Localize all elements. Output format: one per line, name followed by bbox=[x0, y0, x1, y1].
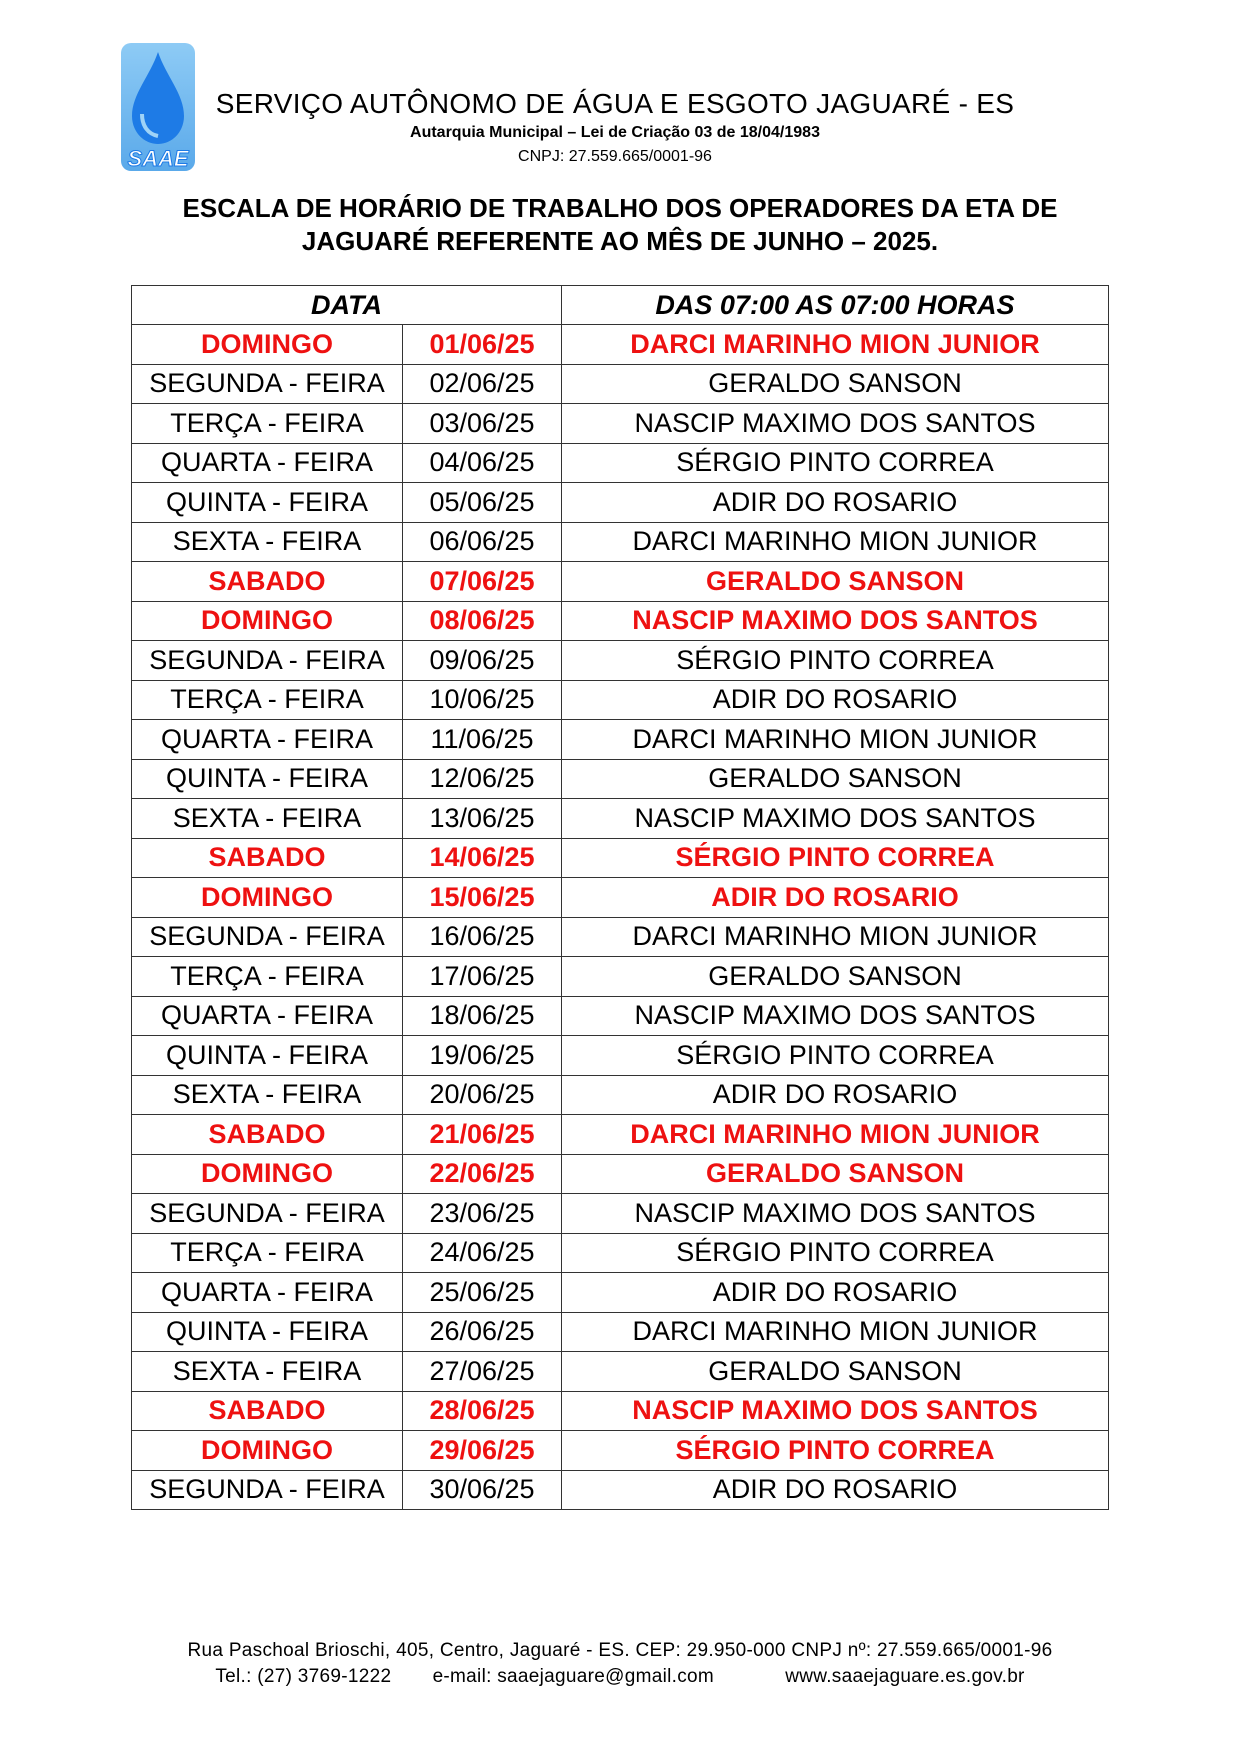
row-operator: DARCI MARINHO MION JUNIOR bbox=[562, 1312, 1109, 1352]
row-day: DOMINGO bbox=[132, 1154, 403, 1194]
table-row bbox=[132, 957, 1109, 997]
table-row bbox=[132, 996, 1109, 1036]
row-operator: DARCI MARINHO MION JUNIOR bbox=[562, 720, 1109, 760]
table-row bbox=[132, 1036, 1109, 1076]
table-row bbox=[132, 917, 1109, 957]
row-date: 28/06/25 bbox=[403, 1391, 562, 1431]
row-operator: ADIR DO ROSARIO bbox=[562, 1075, 1109, 1115]
row-operator: ADIR DO ROSARIO bbox=[562, 1470, 1109, 1510]
row-day: SEGUNDA - FEIRA bbox=[132, 1194, 403, 1234]
row-operator: GERALDO SANSON bbox=[562, 1352, 1109, 1392]
row-operator: SÉRGIO PINTO CORREA bbox=[562, 443, 1109, 483]
row-operator: DARCI MARINHO MION JUNIOR bbox=[562, 1115, 1109, 1155]
table-row bbox=[132, 838, 1109, 878]
table-row bbox=[132, 325, 1109, 365]
svg-text:SAAE: SAAE bbox=[127, 146, 189, 171]
document-title bbox=[120, 192, 1120, 258]
row-day: TERÇA - FEIRA bbox=[132, 957, 403, 997]
row-day: QUARTA - FEIRA bbox=[132, 1273, 403, 1313]
row-date: 20/06/25 bbox=[403, 1075, 562, 1115]
row-operator: ADIR DO ROSARIO bbox=[562, 680, 1109, 720]
table-row bbox=[132, 443, 1109, 483]
row-day: SEGUNDA - FEIRA bbox=[132, 364, 403, 404]
row-date: 03/06/25 bbox=[403, 404, 562, 444]
row-day: SEGUNDA - FEIRA bbox=[132, 1470, 403, 1510]
table-row bbox=[132, 1431, 1109, 1471]
table-row bbox=[132, 1470, 1109, 1510]
row-operator: GERALDO SANSON bbox=[562, 759, 1109, 799]
row-day: QUARTA - FEIRA bbox=[132, 996, 403, 1036]
row-day: DOMINGO bbox=[132, 601, 403, 641]
table-header-row bbox=[132, 286, 1109, 325]
row-day: QUARTA - FEIRA bbox=[132, 443, 403, 483]
row-operator: SÉRGIO PINTO CORREA bbox=[562, 838, 1109, 878]
row-date: 06/06/25 bbox=[403, 522, 562, 562]
row-day: DOMINGO bbox=[132, 325, 403, 365]
row-operator: ADIR DO ROSARIO bbox=[562, 1273, 1109, 1313]
table-row bbox=[132, 1115, 1109, 1155]
schedule-table bbox=[131, 285, 1109, 1510]
table-row bbox=[132, 1194, 1109, 1234]
row-date: 23/06/25 bbox=[403, 1194, 562, 1234]
row-operator: DARCI MARINHO MION JUNIOR bbox=[562, 325, 1109, 365]
row-operator: SÉRGIO PINTO CORREA bbox=[562, 1036, 1109, 1076]
row-date: 17/06/25 bbox=[403, 957, 562, 997]
table-row bbox=[132, 1154, 1109, 1194]
row-date: 24/06/25 bbox=[403, 1233, 562, 1273]
row-day: SEXTA - FEIRA bbox=[132, 522, 403, 562]
footer-address: Rua Paschoal Brioschi, 405, Centro, Jaguaré - ES. CEP: 29.950-000 CNPJ nº: 27.559.665/0001-96 bbox=[187, 1640, 1053, 1661]
row-date: 14/06/25 bbox=[403, 838, 562, 878]
row-operator: NASCIP MAXIMO DOS SANTOS bbox=[562, 601, 1109, 641]
row-operator: GERALDO SANSON bbox=[562, 562, 1109, 602]
footer-contacts bbox=[120, 1666, 1120, 1688]
table-row bbox=[132, 562, 1109, 602]
row-day: SEXTA - FEIRA bbox=[132, 799, 403, 839]
row-date: 10/06/25 bbox=[403, 680, 562, 720]
row-operator: NASCIP MAXIMO DOS SANTOS bbox=[562, 1194, 1109, 1234]
row-date: 27/06/25 bbox=[403, 1352, 562, 1392]
row-date: 04/06/25 bbox=[403, 443, 562, 483]
title-line-2: JAGUARÉ REFERENTE AO MÊS DE JUNHO – 2025. bbox=[301, 226, 939, 256]
row-day: QUINTA - FEIRA bbox=[132, 759, 403, 799]
row-operator: SÉRGIO PINTO CORREA bbox=[562, 1431, 1109, 1471]
row-operator: GERALDO SANSON bbox=[562, 957, 1109, 997]
table-row bbox=[132, 483, 1109, 523]
row-date: 11/06/25 bbox=[403, 720, 562, 760]
table-row bbox=[132, 759, 1109, 799]
row-date: 25/06/25 bbox=[403, 1273, 562, 1313]
row-date: 05/06/25 bbox=[403, 483, 562, 523]
table-row bbox=[132, 799, 1109, 839]
row-day: SABADO bbox=[132, 562, 403, 602]
footer-email: e-mail: saaejaguare@gmail.com bbox=[432, 1666, 714, 1687]
row-operator: NASCIP MAXIMO DOS SANTOS bbox=[562, 799, 1109, 839]
row-date: 15/06/25 bbox=[403, 878, 562, 918]
org-cnpj: CNPJ: 27.559.665/0001-96 bbox=[518, 148, 712, 165]
row-day: TERÇA - FEIRA bbox=[132, 404, 403, 444]
row-day: SABADO bbox=[132, 838, 403, 878]
saae-logo bbox=[120, 42, 196, 172]
row-date: 21/06/25 bbox=[403, 1115, 562, 1155]
row-operator: GERALDO SANSON bbox=[562, 1154, 1109, 1194]
row-operator: DARCI MARINHO MION JUNIOR bbox=[562, 522, 1109, 562]
row-date: 02/06/25 bbox=[403, 364, 562, 404]
row-date: 29/06/25 bbox=[403, 1431, 562, 1471]
row-day: TERÇA - FEIRA bbox=[132, 680, 403, 720]
footer-website: www.saaejaguare.es.gov.br bbox=[785, 1666, 1025, 1687]
org-subtitle: Autarquia Municipal – Lei de Criação 03 de 18/04/1983 bbox=[410, 124, 820, 141]
table-row bbox=[132, 641, 1109, 681]
table-row bbox=[132, 522, 1109, 562]
header-horas: DAS 07:00 AS 07:00 HORAS bbox=[562, 286, 1109, 325]
table-row bbox=[132, 1075, 1109, 1115]
row-operator: NASCIP MAXIMO DOS SANTOS bbox=[562, 1391, 1109, 1431]
row-day: SEXTA - FEIRA bbox=[132, 1075, 403, 1115]
table-row bbox=[132, 364, 1109, 404]
table-row bbox=[132, 1233, 1109, 1273]
row-day: SEXTA - FEIRA bbox=[132, 1352, 403, 1392]
row-day: QUINTA - FEIRA bbox=[132, 1036, 403, 1076]
row-operator: ADIR DO ROSARIO bbox=[562, 483, 1109, 523]
table-row bbox=[132, 404, 1109, 444]
row-operator: NASCIP MAXIMO DOS SANTOS bbox=[562, 404, 1109, 444]
row-day: SABADO bbox=[132, 1115, 403, 1155]
row-date: 07/06/25 bbox=[403, 562, 562, 602]
row-day: SABADO bbox=[132, 1391, 403, 1431]
row-date: 08/06/25 bbox=[403, 601, 562, 641]
row-day: QUARTA - FEIRA bbox=[132, 720, 403, 760]
table-row bbox=[132, 1273, 1109, 1313]
row-date: 09/06/25 bbox=[403, 641, 562, 681]
row-operator: GERALDO SANSON bbox=[562, 364, 1109, 404]
table-row bbox=[132, 1352, 1109, 1392]
row-date: 26/06/25 bbox=[403, 1312, 562, 1352]
row-operator: SÉRGIO PINTO CORREA bbox=[562, 641, 1109, 681]
title-line-1: ESCALA DE HORÁRIO DE TRABALHO DOS OPERADORES DA ETA DE bbox=[182, 193, 1058, 223]
row-date: 16/06/25 bbox=[403, 917, 562, 957]
org-name: SERVIÇO AUTÔNOMO DE ÁGUA E ESGOTO JAGUARÉ - ES bbox=[215, 88, 1015, 119]
footer-phone: Tel.: (27) 3769-1222 bbox=[215, 1666, 392, 1687]
row-day: SEGUNDA - FEIRA bbox=[132, 917, 403, 957]
row-day: DOMINGO bbox=[132, 1431, 403, 1471]
row-operator: SÉRGIO PINTO CORREA bbox=[562, 1233, 1109, 1273]
row-date: 19/06/25 bbox=[403, 1036, 562, 1076]
row-operator: DARCI MARINHO MION JUNIOR bbox=[562, 917, 1109, 957]
row-day: TERÇA - FEIRA bbox=[132, 1233, 403, 1273]
header-data: DATA bbox=[132, 286, 562, 325]
row-day: QUINTA - FEIRA bbox=[132, 1312, 403, 1352]
table-row bbox=[132, 878, 1109, 918]
row-date: 12/06/25 bbox=[403, 759, 562, 799]
row-date: 01/06/25 bbox=[403, 325, 562, 365]
table-row bbox=[132, 601, 1109, 641]
table-row bbox=[132, 1391, 1109, 1431]
row-date: 13/06/25 bbox=[403, 799, 562, 839]
table-row bbox=[132, 720, 1109, 760]
row-day: DOMINGO bbox=[132, 878, 403, 918]
row-date: 22/06/25 bbox=[403, 1154, 562, 1194]
row-operator: NASCIP MAXIMO DOS SANTOS bbox=[562, 996, 1109, 1036]
row-date: 18/06/25 bbox=[403, 996, 562, 1036]
table-row bbox=[132, 680, 1109, 720]
table-row bbox=[132, 1312, 1109, 1352]
row-operator: ADIR DO ROSARIO bbox=[562, 878, 1109, 918]
row-date: 30/06/25 bbox=[403, 1470, 562, 1510]
row-day: QUINTA - FEIRA bbox=[132, 483, 403, 523]
row-day: SEGUNDA - FEIRA bbox=[132, 641, 403, 681]
